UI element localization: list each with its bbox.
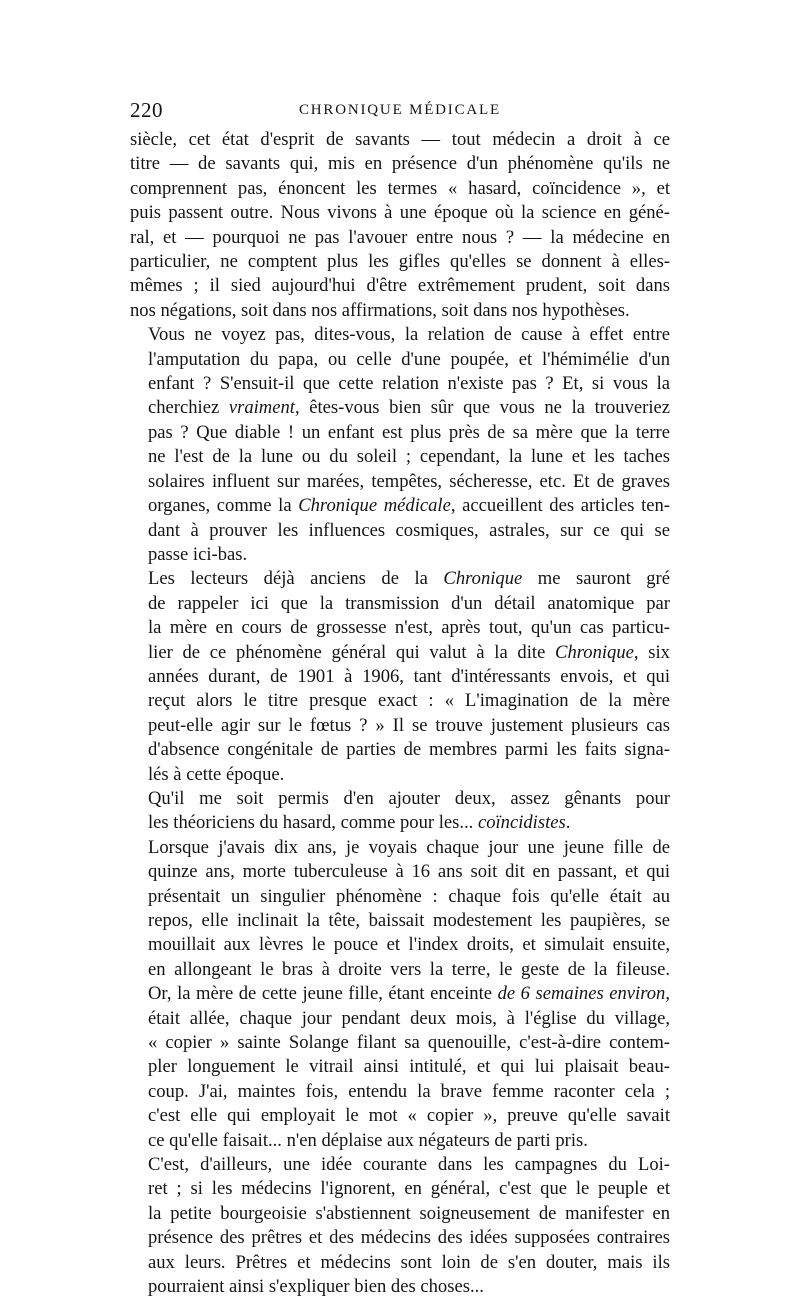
page-number: 220: [130, 98, 163, 122]
text-line: [130, 836, 670, 860]
text-segment: me sauront gré: [522, 568, 671, 590]
text-line: [130, 982, 670, 1006]
text-segment: quinze ans, morte tuberculeuse à 16 ans soit dit en passant, et qui: [148, 861, 670, 883]
text-line: [130, 396, 670, 420]
text-segment: pourraient ainsi s'expliquer bien des choses...: [148, 1276, 484, 1298]
text-segment: lés à cette époque.: [148, 763, 285, 785]
text-segment: solaires influent sur marées, tempêtes, sécheresse, etc. Et de graves: [148, 470, 670, 492]
text-line: [130, 689, 670, 713]
text-segment: Qu'il me soit permis d'en ajouter deux, assez gênants pour: [148, 787, 670, 809]
text-segment: passe ici-bas.: [148, 543, 248, 565]
text-segment: ret ; si les médecins l'ignorent, en général, c'est que le peuple et: [148, 1178, 670, 1200]
italic-text: vraiment: [228, 397, 295, 419]
text-segment: Lorsque j'avais dix ans, je voyais chaque jour une jeune fille de: [148, 836, 670, 858]
text-line: [130, 1007, 670, 1031]
text-line: [130, 1251, 670, 1275]
text-line: [130, 177, 670, 201]
text-segment: cherchiez: [148, 397, 229, 419]
text-segment: puis passent outre. Nous vivons à une époque où la science en géné-: [130, 202, 670, 224]
running-title: CHRONIQUE MÉDICALE: [299, 102, 501, 118]
text-segment: ce qu'elle faisait... n'en déplaise aux négateurs de parti pris.: [148, 1129, 588, 1151]
text-segment: la petite bourgeoisie s'abstiennent soigneusement de manifester en: [148, 1202, 670, 1224]
text-segment: lier de ce phénomène général qui valut à la dite: [148, 641, 556, 663]
text-segment: , six: [633, 641, 670, 663]
text-segment: l'amputation du papa, ou celle d'une poupée, et l'hémimélie d'un: [148, 348, 670, 370]
text-segment: particulier, ne comptent plus les gifles qu'elles se donnent à elles-: [130, 251, 670, 273]
italic-text: Chronique: [443, 568, 523, 590]
paragraph: [130, 128, 670, 323]
text-segment: en allongeant le bras à droite vers la terre, le geste de la fileuse.: [148, 958, 670, 980]
paragraph: [130, 1153, 670, 1299]
text-segment: « copier » sainte Solange filant sa quenouille, c'est-à-dire contem-: [148, 1032, 670, 1054]
text-segment: années durant, de 1901 à 1906, tant d'intéressants envois, et qui: [148, 665, 670, 687]
text-line: [130, 1055, 670, 1079]
text-segment: C'est, d'ailleurs, une idée courante dans les campagnes du Loi-: [148, 1154, 670, 1176]
text-line: [130, 641, 670, 665]
text-line: [130, 1031, 670, 1055]
text-line: [130, 714, 670, 738]
text-line: [130, 1153, 670, 1177]
text-line: [130, 885, 670, 909]
italic-text: Chronique médicale: [298, 495, 451, 517]
text-segment: .: [565, 812, 571, 834]
text-line: [130, 933, 670, 957]
text-line: [130, 226, 670, 250]
text-line: [130, 616, 670, 640]
text-segment: mêmes ; il sied aujourd'hui d'être extrêmement prudent, soit dans: [130, 275, 670, 297]
text-segment: Les lecteurs déjà anciens de la: [148, 568, 444, 590]
text-segment: présence des prêtres et des médecins des idées supposées contraires: [148, 1227, 670, 1249]
text-segment: , accueillent des articles ten-: [450, 495, 670, 517]
text-line: [130, 421, 670, 445]
text-line: [130, 274, 670, 298]
text-segment: ,: [665, 983, 670, 1005]
text-segment: Vous ne voyez pas, dites-vous, la relation de cause à effet entre: [148, 324, 670, 346]
text-line: [130, 348, 670, 372]
text-segment: d'absence congénitale de parties de membres parmi les faits signa-: [148, 739, 670, 761]
paragraph: [130, 836, 670, 1153]
text-line: [130, 860, 670, 884]
text-segment: les théoriciens du hasard, comme pour les...: [148, 812, 478, 834]
text-segment: coup. J'ai, maintes fois, entendu la brave femme raconter cela ;: [148, 1080, 670, 1102]
paragraph: [130, 323, 670, 567]
text-line: [130, 1177, 670, 1201]
text-segment: ne l'est de la lune ou du soleil ; cependant, la lune et les taches: [148, 446, 670, 468]
text-line: [130, 494, 670, 518]
text-line: [130, 470, 670, 494]
text-line: [130, 323, 670, 347]
paragraph: [130, 787, 670, 836]
text-segment: c'est elle qui employait le mot « copier », preuve qu'elle savait: [148, 1105, 670, 1127]
text-segment: ral, et — pourquoi ne pas l'avouer entre nous ? — la médecine en: [130, 226, 670, 248]
text-segment: la mère en cours de grossesse n'est, après tout, qu'un cas particu-: [148, 617, 670, 639]
text-segment: enfant ? S'ensuit-il que cette relation n'existe pas ? Et, si vous la: [148, 373, 670, 395]
text-segment: mouillait aux lèvres le pouce et l'index droits, et simulait ensuite,: [148, 934, 670, 956]
text-segment: repos, elle inclinait la tête, baissait modestement les paupières, se: [148, 910, 670, 931]
text-line: [130, 567, 670, 591]
text-segment: comprennent pas, énoncent les termes « hasard, coïncidence », et: [130, 177, 670, 199]
italic-text: de 6 semaines environ: [497, 983, 666, 1005]
text-line: [130, 738, 670, 762]
text-segment: présentait un singulier phénomène : chaque fois qu'elle était au: [148, 885, 670, 907]
italic-text: coïncidistes: [477, 812, 566, 834]
text-line: [130, 1275, 670, 1299]
text-line: [130, 299, 670, 323]
text-line: [130, 665, 670, 689]
text-line: [130, 958, 670, 982]
text-line: [130, 787, 670, 811]
text-line: [130, 201, 670, 225]
text-segment: Or, la mère de cette jeune fille, étant enceinte: [148, 983, 498, 1005]
text-line: [130, 1202, 670, 1226]
italic-text: Chronique: [555, 641, 634, 663]
text-line: [130, 1129, 670, 1153]
text-segment: titre — de savants qui, mis en présence d'un phénomène qu'ils ne: [130, 153, 670, 175]
text-line: [130, 811, 670, 835]
text-segment: reçut alors le titre presque exact : « L'imagination de la mère: [148, 690, 670, 712]
text-segment: peut-elle agir sur le fœtus ? » Il se trouve justement plusieurs cas: [148, 714, 670, 736]
text-segment: pas ? Que diable ! un enfant est plus près de sa mère que la terre: [148, 421, 670, 443]
text-line: [130, 1226, 670, 1250]
text-line: [130, 592, 670, 616]
text-line: [130, 128, 670, 152]
text-line: [130, 250, 670, 274]
text-line: [130, 763, 670, 787]
text-line: [130, 519, 670, 543]
text-segment: de rappeler ici que la transmission d'un détail anatomique par: [148, 592, 670, 614]
text-segment: dant à prouver les influences cosmiques, astrales, sur ce qui se: [148, 519, 670, 541]
text-segment: était allée, chaque jour pendant deux mois, à l'église du village,: [148, 1007, 670, 1029]
text-segment: , êtes-vous bien sûr que vous ne la trouveriez: [294, 397, 670, 419]
page-header: [130, 98, 670, 124]
text-segment: aux leurs. Prêtres et médecins sont loin de s'en douter, mais ils: [148, 1251, 670, 1273]
text-segment: nos négations, soit dans nos affirmations, soit dans nos hypothèses.: [130, 299, 630, 321]
paragraph: [130, 567, 670, 787]
text-line: [130, 1104, 670, 1128]
text-line: [130, 543, 670, 567]
text-line: [130, 909, 670, 933]
text-line: [130, 1080, 670, 1104]
article-body: [130, 128, 670, 1300]
text-line: [130, 445, 670, 469]
text-line: [130, 152, 670, 176]
text-segment: siècle, cet état d'esprit de savants — tout médecin a droit à ce: [130, 129, 670, 150]
text-line: [130, 372, 670, 396]
text-segment: organes, comme la: [148, 495, 299, 517]
text-segment: pler longuement le vitrail ainsi intitulé, et qui lui plaisait beau-: [148, 1056, 670, 1078]
